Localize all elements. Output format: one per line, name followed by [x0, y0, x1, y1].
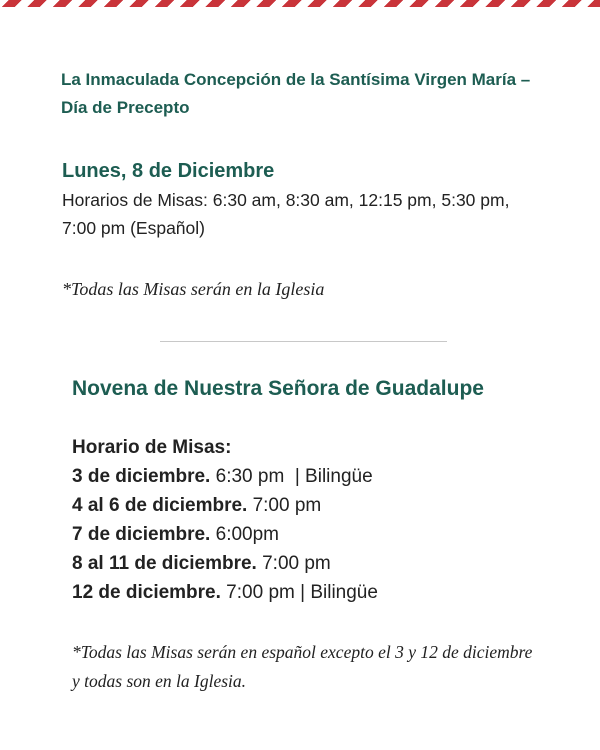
schedule-time: 7:00 pm | Bilingüe	[220, 582, 378, 603]
schedule-time: 6:30 pm | Bilingüe	[210, 466, 373, 487]
schedule-date: 4 al 6 de diciembre.	[72, 495, 248, 516]
schedule-row	[72, 520, 572, 549]
section-divider	[160, 341, 447, 342]
mass-times-text: Horarios de Misas: 6:30 am, 8:30 am, 12:15 pm, 5:30 pm, 7:00 pm (Español)	[62, 190, 510, 238]
feast-date-heading: Lunes, 8 de Diciembre	[62, 160, 275, 182]
schedule-date: 8 al 11 de diciembre.	[72, 553, 257, 574]
schedule-row	[72, 578, 572, 607]
schedule-time: 7:00 pm	[256, 553, 331, 574]
feast-church-note: *Todas las Misas serán en la Iglesia	[62, 279, 325, 299]
novena-title: Novena de Nuestra Señora de Guadalupe	[72, 377, 484, 400]
schedule-time: 7:00 pm	[247, 495, 322, 516]
feast-title: La Inmaculada Concepción de la Santísima Virgen María – Día de Precepto	[61, 70, 531, 117]
schedule-row	[72, 491, 572, 520]
schedule-date: 7 de diciembre.	[72, 524, 211, 545]
schedule-time: 6:00pm	[210, 524, 279, 545]
schedule-row	[72, 462, 572, 491]
schedule-date: 12 de diciembre.	[72, 582, 221, 603]
novena-schedule	[72, 433, 572, 607]
candy-stripe-border	[0, 0, 600, 7]
novena-language-note: *Todas las Misas serán en español excepto el 3 y 12 de diciembre y todas son en la Iglesia.	[72, 642, 533, 691]
schedule-row	[72, 549, 572, 578]
schedule-heading: Horario de Misas:	[72, 437, 232, 458]
schedule-date: 3 de diciembre.	[72, 466, 211, 487]
